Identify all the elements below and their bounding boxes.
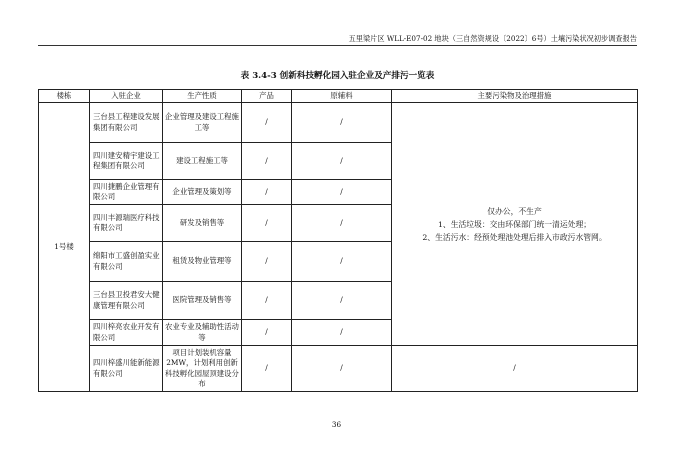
material-cell: /	[292, 242, 392, 282]
col-header-material: 原辅料	[292, 90, 392, 103]
table-caption: 表 3.4-3 创新科技孵化园入驻企业及产排污一览表	[240, 71, 435, 81]
page-number: 36	[331, 420, 342, 429]
col-header-measures: 主要污染物及治理措施	[392, 90, 638, 103]
material-cell: /	[292, 103, 392, 143]
material-cell: /	[292, 180, 392, 205]
enterprise-cell: 绵阳市工盛创盈实业有限公司	[90, 242, 163, 282]
header-text: 五里梁片区 WLL-E07-02 地块（三自然资规设〔2022〕6号）土壤污染状况初步调查报告	[348, 34, 637, 43]
nature-cell: 农业专业及辅助性活动等	[163, 320, 242, 346]
table-row	[39, 103, 638, 143]
measures-line-1: 仅办公，不生产	[487, 206, 542, 216]
nature-cell: 研发及销售等	[163, 205, 242, 242]
enterprise-cell: 三台县工程建设发展集团有限公司	[90, 103, 163, 143]
material-cell: /	[292, 282, 392, 320]
product-cell: /	[242, 282, 292, 320]
product-cell: /	[242, 242, 292, 282]
building-cell: 1号楼	[39, 103, 90, 392]
enterprise-cell: 四川梓亮农业开发有限公司	[90, 320, 163, 346]
table-row	[39, 346, 638, 392]
material-cell: /	[292, 205, 392, 242]
nature-cell: 租赁及物业管理等	[163, 242, 242, 282]
product-cell: /	[242, 103, 292, 143]
product-cell: /	[242, 320, 292, 346]
product-cell: /	[242, 205, 292, 242]
nature-cell: 医院管理及销售等	[163, 282, 242, 320]
nature-cell: 建设工程施工等	[163, 143, 242, 180]
nature-cell: 企业管理及策划等	[163, 180, 242, 205]
enterprise-table	[38, 89, 638, 392]
nature-cell: 项目计划装机容量2MW，计划利用创新科技孵化园屋顶建设分布	[163, 346, 242, 392]
enterprise-cell: 四川丰源瑞医疗科技有限公司	[90, 205, 163, 242]
enterprise-cell: 四川建安精宇建设工程集团有限公司	[90, 143, 163, 180]
nature-cell: 企业管理及建设工程施工等	[163, 103, 242, 143]
enterprise-cell: 四川捷鹏企业管理有限公司	[90, 180, 163, 205]
page-header	[38, 34, 637, 46]
measures-line-2: 1、生活垃圾：交由环保部门统一清运处理；	[437, 219, 592, 229]
product-cell: /	[242, 180, 292, 205]
table-header-row	[39, 90, 638, 103]
enterprise-cell: 三台县卫投君安大健康管理有限公司	[90, 282, 163, 320]
col-header-building: 楼栋	[39, 90, 90, 103]
measures-cell	[392, 103, 638, 346]
measures-line-3: 2、生活污水：经预处理池处理后排入市政污水管网。	[422, 232, 607, 242]
enterprise-cell: 四川梓盛川能新能源有限公司	[90, 346, 163, 392]
col-header-nature: 生产性质	[163, 90, 242, 103]
material-cell: /	[292, 346, 392, 392]
product-cell: /	[242, 143, 292, 180]
material-cell: /	[292, 143, 392, 180]
material-cell: /	[292, 320, 392, 346]
col-header-enterprise: 入驻企业	[90, 90, 163, 103]
product-cell: /	[242, 346, 292, 392]
col-header-product: 产品	[242, 90, 292, 103]
measures-cell-last: /	[392, 346, 638, 392]
